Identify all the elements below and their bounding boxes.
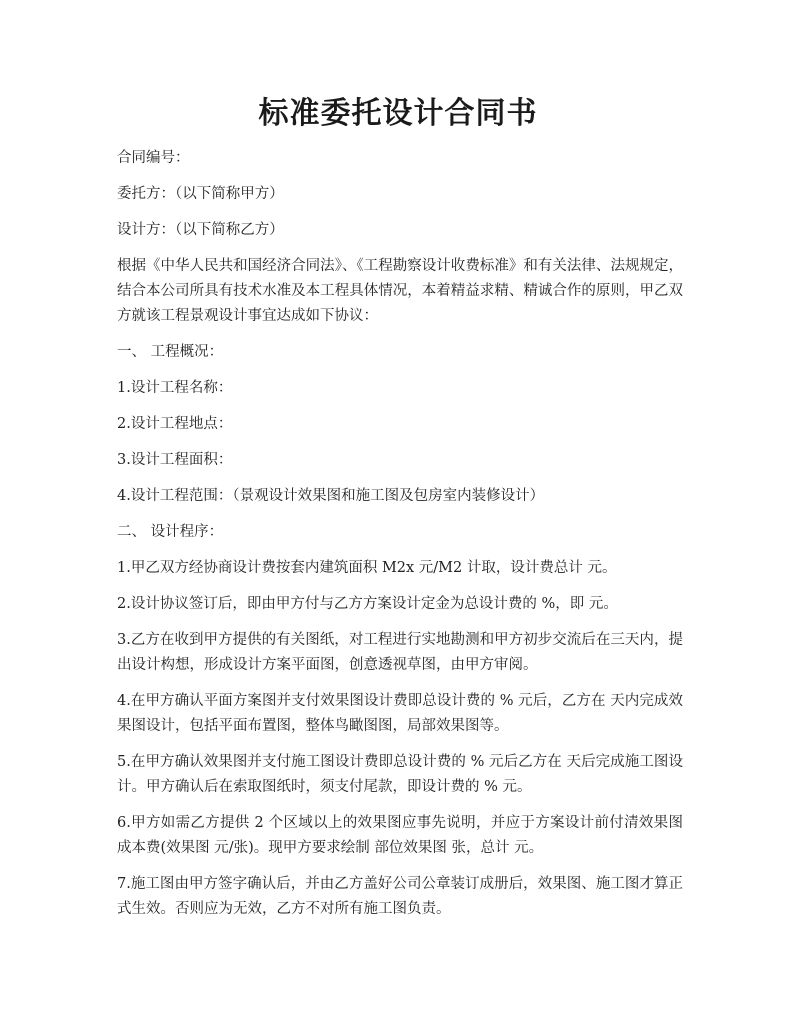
project-name-line: 1.设计工程名称：	[117, 380, 233, 396]
procedure-item-1: 1.甲乙双方经协商设计费按套内建筑面积 M2x 元/M2 计取，设计费总计 元。	[117, 560, 617, 576]
designer-party-line: 设计方：（以下简称乙方）	[117, 222, 284, 238]
project-scope-line: 4.设计工程范围：（景观设计效果图和施工图及包房室内装修设计）	[117, 488, 545, 504]
section-heading-project-overview: 一、 工程概况：	[117, 344, 224, 360]
procedure-item-3: 3.乙方在收到甲方提供的有关图纸，对工程进行实地勘测和甲方初步交流后在三天内，提出设计构想，形成设计方案平面图，创意透视草图，由甲方审阅。	[117, 632, 683, 673]
procedure-item-4: 4.在甲方确认平面方案图并支付效果图设计费即总设计费的 % 元后，乙方在 天内完成效果图设计，包括平面布置图，整体鸟瞰图图，局部效果图等。	[117, 693, 683, 734]
project-area-line: 3.设计工程面积：	[117, 452, 233, 468]
document-body	[117, 146, 683, 933]
procedure-item-6: 6.甲方如需乙方提供 2 个区域以上的效果图应事先说明，并应于方案设计前付清效果图成本费(效果图 元/张)。现甲方要求绘制 部位效果图 张，总计 元。	[117, 815, 683, 856]
procedure-item-2: 2.设计协议签订后，即由甲方付与乙方方案设计定金为总设计费的 %，即 元。	[117, 596, 618, 612]
document-title: 标准委托设计合同书	[258, 96, 538, 131]
project-location-line: 2.设计工程地点：	[117, 416, 233, 432]
procedure-item-7: 7.施工图由甲方签字确认后，并由乙方盖好公司公章装订成册后，效果图、施工图才算正式生效。否则应为无效，乙方不对所有施工图负责。	[117, 876, 683, 917]
preamble-paragraph: 根据《中华人民共和国经济合同法》、《工程勘察设计收费标准》和有关法律、法规规定，结合本公司所具有技术水准及本工程具体情况，本着精益求精、精诚合作的原则，甲乙双方就该工程景观设计事宜达成如下协议：	[117, 258, 683, 324]
section-heading-design-procedure: 二、 设计程序：	[117, 524, 224, 540]
client-party-line: 委托方：（以下简称甲方）	[117, 186, 284, 202]
procedure-item-5: 5.在甲方确认效果图并支付施工图设计费即总设计费的 % 元后乙方在 天后完成施工图设计。甲方确认后在索取图纸时，须支付尾款，即设计费的 % 元。	[117, 754, 683, 795]
contract-number-line: 合同编号：	[117, 150, 190, 166]
